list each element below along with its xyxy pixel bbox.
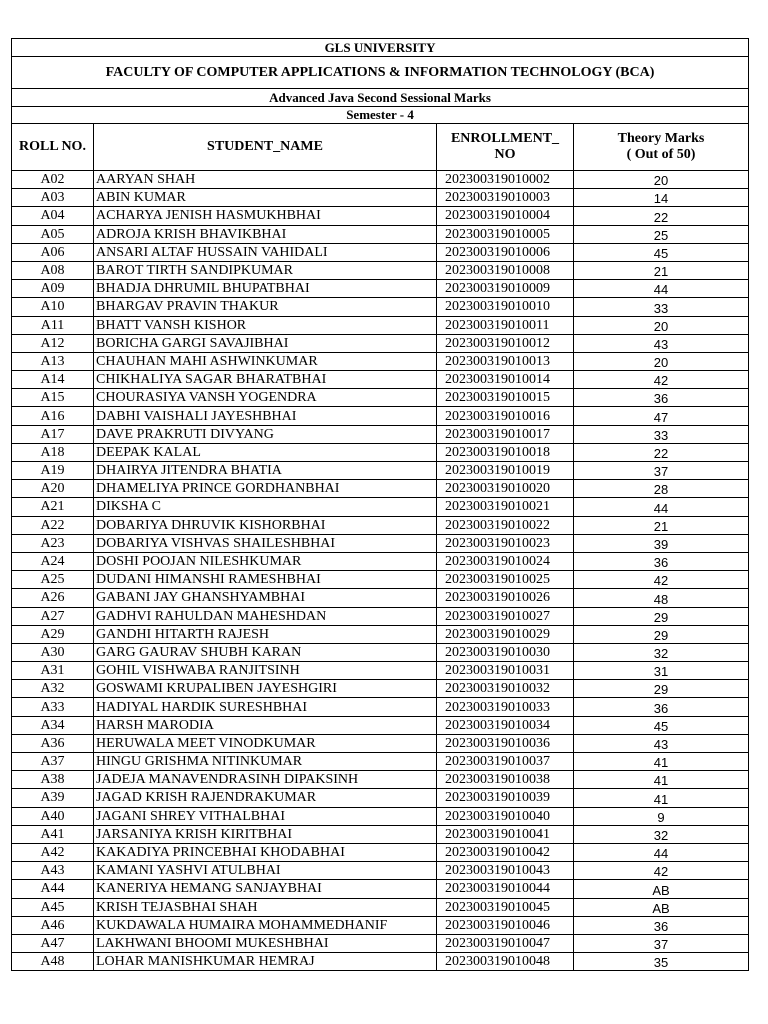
student-name-cell: KANERIYA HEMANG SANJAYBHAI bbox=[94, 880, 437, 898]
marks-cell: 28 bbox=[574, 480, 749, 498]
student-name-cell: DABHI VAISHALI JAYESHBHAI bbox=[94, 407, 437, 425]
table-row bbox=[12, 571, 749, 589]
marks-cell: 41 bbox=[574, 789, 749, 807]
table-row bbox=[12, 334, 749, 352]
student-name-cell: KAKADIYA PRINCEBHAI KHODABHAI bbox=[94, 843, 437, 861]
roll-cell: A41 bbox=[12, 825, 94, 843]
table-row bbox=[12, 207, 749, 225]
student-name-cell: DOSHI POOJAN NILESHKUMAR bbox=[94, 552, 437, 570]
enrollment-cell: 202300319010026 bbox=[437, 589, 574, 607]
table-row bbox=[12, 662, 749, 680]
table-row bbox=[12, 225, 749, 243]
enrollment-cell: 202300319010027 bbox=[437, 607, 574, 625]
student-name-cell: LOHAR MANISHKUMAR HEMRAJ bbox=[94, 953, 437, 971]
roll-cell: A14 bbox=[12, 371, 94, 389]
marks-header-line2: ( Out of 50) bbox=[626, 147, 696, 162]
roll-cell: A46 bbox=[12, 916, 94, 934]
student-name-cell: JARSANIYA KRISH KIRITBHAI bbox=[94, 825, 437, 843]
student-name-cell: ABIN KUMAR bbox=[94, 189, 437, 207]
enrollment-cell: 202300319010033 bbox=[437, 698, 574, 716]
marks-cell: 37 bbox=[574, 462, 749, 480]
marks-cell: 41 bbox=[574, 753, 749, 771]
marks-cell: 44 bbox=[574, 843, 749, 861]
enrollment-cell: 202300319010032 bbox=[437, 680, 574, 698]
marks-cell: 43 bbox=[574, 334, 749, 352]
enrollment-cell: 202300319010038 bbox=[437, 771, 574, 789]
marks-cell: 39 bbox=[574, 534, 749, 552]
marks-cell: 36 bbox=[574, 389, 749, 407]
enrollment-cell: 202300319010030 bbox=[437, 643, 574, 661]
semester-row bbox=[12, 107, 749, 124]
roll-cell: A09 bbox=[12, 280, 94, 298]
roll-cell: A38 bbox=[12, 771, 94, 789]
enrollment-cell: 202300319010042 bbox=[437, 843, 574, 861]
enrollment-cell: 202300319010040 bbox=[437, 807, 574, 825]
enrollment-cell: 202300319010004 bbox=[437, 207, 574, 225]
roll-cell: A30 bbox=[12, 643, 94, 661]
roll-cell: A36 bbox=[12, 734, 94, 752]
student-name-cell: DAVE PRAKRUTI DIVYANG bbox=[94, 425, 437, 443]
enrollment-cell: 202300319010009 bbox=[437, 280, 574, 298]
table-row bbox=[12, 552, 749, 570]
marks-cell: 22 bbox=[574, 207, 749, 225]
roll-cell: A19 bbox=[12, 462, 94, 480]
enrollment-cell: 202300319010003 bbox=[437, 189, 574, 207]
student-name-cell: DHAMELIYA PRINCE GORDHANBHAI bbox=[94, 480, 437, 498]
table-row bbox=[12, 953, 749, 971]
roll-cell: A29 bbox=[12, 625, 94, 643]
roll-cell: A39 bbox=[12, 789, 94, 807]
student-name-cell: AARYAN SHAH bbox=[94, 171, 437, 189]
marks-cell: 37 bbox=[574, 934, 749, 952]
student-name-cell: KRISH TEJASBHAI SHAH bbox=[94, 898, 437, 916]
marks-cell: 35 bbox=[574, 953, 749, 971]
enrollment-cell: 202300319010022 bbox=[437, 516, 574, 534]
student-name-cell: KAMANI YASHVI ATULBHAI bbox=[94, 862, 437, 880]
enrollment-cell: 202300319010046 bbox=[437, 916, 574, 934]
table-row bbox=[12, 389, 749, 407]
enrollment-cell: 202300319010023 bbox=[437, 534, 574, 552]
student-name-cell: GOHIL VISHWABA RANJITSINH bbox=[94, 662, 437, 680]
table-row bbox=[12, 352, 749, 370]
enrollment-cell: 202300319010043 bbox=[437, 862, 574, 880]
marks-cell: 36 bbox=[574, 698, 749, 716]
enrollment-cell: 202300319010017 bbox=[437, 425, 574, 443]
marks-cell: 36 bbox=[574, 552, 749, 570]
student-name-cell: BHADJA DHRUMIL BHUPATBHAI bbox=[94, 280, 437, 298]
table-row bbox=[12, 934, 749, 952]
roll-cell: A15 bbox=[12, 389, 94, 407]
subject-title: Advanced Java Second Sessional Marks bbox=[12, 89, 749, 107]
student-name-cell: CHAUHAN MAHI ASHWINKUMAR bbox=[94, 352, 437, 370]
student-name-cell: HADIYAL HARDIK SURESHBHAI bbox=[94, 698, 437, 716]
marks-cell: 29 bbox=[574, 607, 749, 625]
roll-header: ROLL NO. bbox=[12, 124, 94, 171]
marks-cell: 47 bbox=[574, 407, 749, 425]
table-row bbox=[12, 771, 749, 789]
roll-cell: A45 bbox=[12, 898, 94, 916]
table-row bbox=[12, 371, 749, 389]
student-name-cell: GABANI JAY GHANSHYAMBHAI bbox=[94, 589, 437, 607]
roll-cell: A06 bbox=[12, 243, 94, 261]
table-row bbox=[12, 243, 749, 261]
student-name-cell: BORICHA GARGI SAVAJIBHAI bbox=[94, 334, 437, 352]
marks-cell: 31 bbox=[574, 662, 749, 680]
enrollment-cell: 202300319010012 bbox=[437, 334, 574, 352]
roll-cell: A18 bbox=[12, 443, 94, 461]
student-name-cell: GANDHI HITARTH RAJESH bbox=[94, 625, 437, 643]
marks-cell: 44 bbox=[574, 498, 749, 516]
table-row bbox=[12, 407, 749, 425]
table-row bbox=[12, 171, 749, 189]
student-name-cell: DHAIRYA JITENDRA BHATIA bbox=[94, 462, 437, 480]
table-row bbox=[12, 698, 749, 716]
student-name-cell: ANSARI ALTAF HUSSAIN VAHIDALI bbox=[94, 243, 437, 261]
column-header-row bbox=[12, 124, 749, 171]
marks-cell: 20 bbox=[574, 352, 749, 370]
enrollment-cell: 202300319010039 bbox=[437, 789, 574, 807]
marks-header-line1: Theory Marks bbox=[617, 131, 705, 146]
roll-cell: A47 bbox=[12, 934, 94, 952]
roll-cell: A26 bbox=[12, 589, 94, 607]
marks-cell: 20 bbox=[574, 316, 749, 334]
enrollment-cell: 202300319010005 bbox=[437, 225, 574, 243]
roll-cell: A48 bbox=[12, 953, 94, 971]
enrollment-cell: 202300319010031 bbox=[437, 662, 574, 680]
roll-cell: A34 bbox=[12, 716, 94, 734]
roll-cell: A25 bbox=[12, 571, 94, 589]
enrollment-cell: 202300319010048 bbox=[437, 953, 574, 971]
table-row bbox=[12, 498, 749, 516]
enrollment-cell: 202300319010006 bbox=[437, 243, 574, 261]
enrollment-header-line2: NO bbox=[494, 147, 516, 162]
roll-cell: A16 bbox=[12, 407, 94, 425]
table-row bbox=[12, 462, 749, 480]
roll-cell: A11 bbox=[12, 316, 94, 334]
table-row bbox=[12, 716, 749, 734]
table-row bbox=[12, 480, 749, 498]
student-name-cell: DIKSHA C bbox=[94, 498, 437, 516]
roll-cell: A05 bbox=[12, 225, 94, 243]
enrollment-cell: 202300319010002 bbox=[437, 171, 574, 189]
student-name-cell: HERUWALA MEET VINODKUMAR bbox=[94, 734, 437, 752]
subject-row bbox=[12, 89, 749, 107]
roll-cell: A23 bbox=[12, 534, 94, 552]
faculty-row bbox=[12, 57, 749, 89]
student-name-cell: DOBARIYA DHRUVIK KISHORBHAI bbox=[94, 516, 437, 534]
table-row bbox=[12, 280, 749, 298]
table-row bbox=[12, 316, 749, 334]
name-header: STUDENT_NAME bbox=[94, 124, 437, 171]
roll-cell: A43 bbox=[12, 862, 94, 880]
student-name-cell: DEEPAK KALAL bbox=[94, 443, 437, 461]
student-name-cell: JADEJA MANAVENDRASINH DIPAKSINH bbox=[94, 771, 437, 789]
table-row bbox=[12, 807, 749, 825]
student-name-cell: JAGANI SHREY VITHALBHAI bbox=[94, 807, 437, 825]
marks-cell: 21 bbox=[574, 516, 749, 534]
marks-cell: 29 bbox=[574, 625, 749, 643]
student-name-cell: ADROJA KRISH BHAVIKBHAI bbox=[94, 225, 437, 243]
roll-cell: A37 bbox=[12, 753, 94, 771]
marks-cell: 45 bbox=[574, 243, 749, 261]
marks-cell: AB bbox=[574, 880, 749, 898]
student-name-cell: BHARGAV PRAVIN THAKUR bbox=[94, 298, 437, 316]
table-row bbox=[12, 534, 749, 552]
table-row bbox=[12, 261, 749, 279]
table-row bbox=[12, 843, 749, 861]
marks-cell: 42 bbox=[574, 571, 749, 589]
enrollment-header-line1: ENROLLMENT_ bbox=[450, 131, 560, 146]
table-row bbox=[12, 789, 749, 807]
marks-cell: 14 bbox=[574, 189, 749, 207]
roll-cell: A12 bbox=[12, 334, 94, 352]
table-row bbox=[12, 298, 749, 316]
enrollment-cell: 202300319010019 bbox=[437, 462, 574, 480]
marks-cell: 9 bbox=[574, 807, 749, 825]
table-row bbox=[12, 825, 749, 843]
marks-cell: 25 bbox=[574, 225, 749, 243]
roll-cell: A17 bbox=[12, 425, 94, 443]
enrollment-cell: 202300319010041 bbox=[437, 825, 574, 843]
faculty-title: FACULTY OF COMPUTER APPLICATIONS & INFORMATION TECHNOLOGY (BCA) bbox=[12, 57, 749, 89]
table-row bbox=[12, 625, 749, 643]
roll-cell: A10 bbox=[12, 298, 94, 316]
student-name-cell: DUDANI HIMANSHI RAMESHBHAI bbox=[94, 571, 437, 589]
table-row bbox=[12, 189, 749, 207]
student-name-cell: CHIKHALIYA SAGAR BHARATBHAI bbox=[94, 371, 437, 389]
roll-cell: A22 bbox=[12, 516, 94, 534]
enrollment-cell: 202300319010025 bbox=[437, 571, 574, 589]
student-name-cell: CHOURASIYA VANSH YOGENDRA bbox=[94, 389, 437, 407]
roll-cell: A20 bbox=[12, 480, 94, 498]
student-name-cell: HINGU GRISHMA NITINKUMAR bbox=[94, 753, 437, 771]
student-name-cell: KUKDAWALA HUMAIRA MOHAMMEDHANIF bbox=[94, 916, 437, 934]
student-name-cell: GADHVI RAHULDAN MAHESHDAN bbox=[94, 607, 437, 625]
enrollment-header bbox=[437, 124, 574, 171]
student-name-cell: BHATT VANSH KISHOR bbox=[94, 316, 437, 334]
marks-cell: 21 bbox=[574, 261, 749, 279]
roll-cell: A03 bbox=[12, 189, 94, 207]
marks-cell: AB bbox=[574, 898, 749, 916]
enrollment-cell: 202300319010018 bbox=[437, 443, 574, 461]
roll-cell: A24 bbox=[12, 552, 94, 570]
marks-cell: 48 bbox=[574, 589, 749, 607]
student-name-cell: ACHARYA JENISH HASMUKHBHAI bbox=[94, 207, 437, 225]
roll-cell: A33 bbox=[12, 698, 94, 716]
marks-cell: 33 bbox=[574, 298, 749, 316]
table-row bbox=[12, 898, 749, 916]
marks-cell: 42 bbox=[574, 862, 749, 880]
marks-cell: 20 bbox=[574, 171, 749, 189]
table-row bbox=[12, 862, 749, 880]
marks-cell: 29 bbox=[574, 680, 749, 698]
roll-cell: A31 bbox=[12, 662, 94, 680]
marks-cell: 36 bbox=[574, 916, 749, 934]
roll-cell: A42 bbox=[12, 843, 94, 861]
student-name-cell: HARSH MARODIA bbox=[94, 716, 437, 734]
semester-title: Semester - 4 bbox=[12, 107, 749, 124]
roll-cell: A44 bbox=[12, 880, 94, 898]
enrollment-cell: 202300319010008 bbox=[437, 261, 574, 279]
student-name-cell: JAGAD KRISH RAJENDRAKUMAR bbox=[94, 789, 437, 807]
enrollment-cell: 202300319010021 bbox=[437, 498, 574, 516]
enrollment-cell: 202300319010015 bbox=[437, 389, 574, 407]
table-row bbox=[12, 680, 749, 698]
marks-cell: 32 bbox=[574, 825, 749, 843]
table-row bbox=[12, 916, 749, 934]
enrollment-cell: 202300319010011 bbox=[437, 316, 574, 334]
table-row bbox=[12, 753, 749, 771]
university-row bbox=[12, 39, 749, 57]
university-title: GLS UNIVERSITY bbox=[12, 39, 749, 57]
enrollment-cell: 202300319010044 bbox=[437, 880, 574, 898]
student-name-cell: GARG GAURAV SHUBH KARAN bbox=[94, 643, 437, 661]
marks-cell: 43 bbox=[574, 734, 749, 752]
table-row bbox=[12, 643, 749, 661]
roll-cell: A21 bbox=[12, 498, 94, 516]
enrollment-cell: 202300319010020 bbox=[437, 480, 574, 498]
roll-cell: A02 bbox=[12, 171, 94, 189]
enrollment-cell: 202300319010034 bbox=[437, 716, 574, 734]
marks-cell: 22 bbox=[574, 443, 749, 461]
marks-sheet bbox=[11, 38, 749, 971]
table-row bbox=[12, 425, 749, 443]
enrollment-cell: 202300319010014 bbox=[437, 371, 574, 389]
roll-cell: A13 bbox=[12, 352, 94, 370]
marks-cell: 32 bbox=[574, 643, 749, 661]
roll-cell: A32 bbox=[12, 680, 94, 698]
student-name-cell: DOBARIYA VISHVAS SHAILESHBHAI bbox=[94, 534, 437, 552]
student-name-cell: BAROT TIRTH SANDIPKUMAR bbox=[94, 261, 437, 279]
table-row bbox=[12, 516, 749, 534]
roll-cell: A40 bbox=[12, 807, 94, 825]
enrollment-cell: 202300319010037 bbox=[437, 753, 574, 771]
enrollment-cell: 202300319010010 bbox=[437, 298, 574, 316]
table-row bbox=[12, 443, 749, 461]
table-row bbox=[12, 734, 749, 752]
marks-cell: 42 bbox=[574, 371, 749, 389]
enrollment-cell: 202300319010013 bbox=[437, 352, 574, 370]
marks-header bbox=[574, 124, 749, 171]
roll-cell: A27 bbox=[12, 607, 94, 625]
student-name-cell: GOSWAMI KRUPALIBEN JAYESHGIRI bbox=[94, 680, 437, 698]
table-row bbox=[12, 607, 749, 625]
student-name-cell: LAKHWANI BHOOMI MUKESHBHAI bbox=[94, 934, 437, 952]
enrollment-cell: 202300319010016 bbox=[437, 407, 574, 425]
enrollment-cell: 202300319010024 bbox=[437, 552, 574, 570]
table-row bbox=[12, 589, 749, 607]
enrollment-cell: 202300319010045 bbox=[437, 898, 574, 916]
enrollment-cell: 202300319010036 bbox=[437, 734, 574, 752]
marks-cell: 45 bbox=[574, 716, 749, 734]
marks-cell: 33 bbox=[574, 425, 749, 443]
marks-cell: 44 bbox=[574, 280, 749, 298]
enrollment-cell: 202300319010047 bbox=[437, 934, 574, 952]
table-row bbox=[12, 880, 749, 898]
roll-cell: A04 bbox=[12, 207, 94, 225]
marks-cell: 41 bbox=[574, 771, 749, 789]
roll-cell: A08 bbox=[12, 261, 94, 279]
enrollment-cell: 202300319010029 bbox=[437, 625, 574, 643]
